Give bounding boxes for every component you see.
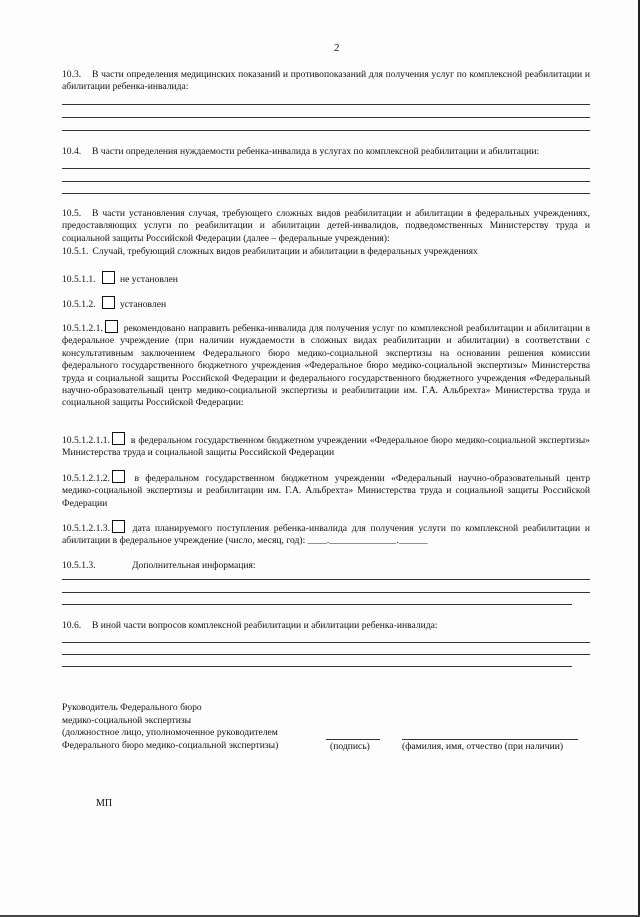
checkbox-albrecht-center[interactable]: [112, 470, 125, 483]
section-number: 10.5.1.2.: [62, 299, 96, 310]
section-number: 10.6.: [62, 620, 82, 631]
section-10-5-1-2-1: [62, 320, 590, 410]
section-text: В иной части вопросов комплексной реабилитации и абилитации ребенка-инвалида:: [92, 620, 438, 631]
section-10-5-1-2-1-2: [62, 470, 590, 510]
checkbox-federal-bureau[interactable]: [112, 432, 125, 445]
option-label: установлен: [119, 299, 167, 310]
section-text: В части установления случая, требующего сложных видов реабилитации и абилитации в федеральных учреждениях, предоставляющих услуги по реабилитации и абилитации детей-инвалидов, подведомственных Министерству труда и социальной защиты Российской Федерации (далее – федеральные учреждения):: [62, 208, 590, 244]
signatory-title-line2: медико-социальной экспертизы: [62, 714, 192, 726]
section-text: В части определения медицинских показаний и противопоказаний для получения услуг по комплексной реабилитации и абилитации ребенка-инвалида:: [62, 69, 590, 93]
section-text: дата планируемого поступления ребенка-инвалида для получения услуги по комплексной реабилитации и абилитации в федеральное учреждение (число, месяц, год): ____.______________.______: [62, 523, 590, 547]
answer-line[interactable]: [62, 666, 572, 667]
section-number: 10.4.: [62, 146, 82, 157]
section-number: 10.5.1.2.1.: [62, 323, 103, 334]
section-number: 10.5.1.3.: [62, 560, 96, 571]
answer-line[interactable]: [62, 181, 590, 182]
section-10-5-1: [62, 246, 590, 258]
section-number: 10.5.1.2.1.3.: [62, 523, 110, 534]
section-10-4: [62, 146, 590, 158]
answer-line[interactable]: [62, 654, 590, 655]
section-text: в федеральном государственном бюджетном учреждении «Федеральный научно-образовательный центр медико-социальной экспертизы и реабилитации им. Г.А. Альбрехта» Министерства труда и социальной защиты Российской Федерации: [62, 473, 590, 509]
signatory-title-line1: Руководитель Федерального бюро: [62, 702, 202, 713]
full-name-caption: (фамилия, имя, отчество (при наличии): [402, 741, 564, 752]
section-number: 10.5.1.2.1.2.: [62, 473, 110, 484]
section-number: 10.5.1.: [62, 246, 89, 257]
section-text: Дополнительная информация:: [132, 560, 256, 571]
section-number: 10.5.1.2.1.1.: [62, 435, 110, 446]
signature-line[interactable]: [326, 739, 380, 740]
answer-line[interactable]: [62, 592, 590, 593]
answer-line[interactable]: [62, 642, 590, 643]
page-number: 2: [334, 42, 340, 54]
section-text: В части определения нуждаемости ребенка-инвалида в услугах по комплексной реабилитации и абилитации:: [92, 146, 540, 157]
section-10-5-1-2-1-1: [62, 432, 590, 460]
checkbox-recommended-federal[interactable]: [105, 320, 118, 333]
checkbox-established[interactable]: [102, 296, 115, 309]
section-text: в федеральном государственном бюджетном учреждении «Федеральное бюро медико-социальной экспертизы» Министерства труда и социальной защиты Российской Федерации: [62, 435, 590, 459]
signature-caption: (подпись): [330, 741, 370, 752]
section-10-5-1-3: [62, 560, 590, 572]
section-number: 10.3.: [62, 69, 82, 80]
signature-block: [62, 702, 278, 752]
option-label: не установлен: [119, 274, 178, 285]
section-10-5-1-1: [62, 271, 590, 286]
section-text: рекомендовано направить ребенка-инвалида для получения услуг по комплексной реабилитации и абилитации в федеральное учреждение (при наличии нуждаемости в сложных видах реабилитации и абилитации) в соответствии с консультативным заключением Федерального бюро медико-социальной экспертизы на основании решения комиссии федерального государственного бюджетного учреждения «Федеральное бюро медико-социальной экспертизы» Министерства труда и социальной защиты Российской Федерации и федерального государственного бюджетного учреждения «Федеральный научно-образовательный центр медико-социальной экспертизы и реабилитации им. Г.А. Альбрехта» Министерства труда и социальной защиты Российской Федерации:: [62, 323, 590, 409]
section-number: 10.5.: [62, 208, 82, 219]
signatory-title-line3: (должностное лицо, уполномоченное руководителем: [62, 727, 278, 739]
checkbox-not-established[interactable]: [102, 271, 115, 284]
signatory-title-line4: Федерального бюро медико-социальной экспертизы): [62, 739, 279, 751]
answer-line[interactable]: [62, 193, 590, 194]
section-10-5-1-2-1-3: [62, 520, 590, 548]
section-10-5: [62, 208, 590, 245]
answer-line[interactable]: [62, 104, 590, 105]
answer-line[interactable]: [62, 168, 590, 169]
section-10-5-1-2: [62, 296, 590, 311]
section-number: 10.5.1.1.: [62, 274, 96, 285]
stamp-place-label: МП: [96, 798, 113, 809]
full-name-line[interactable]: [402, 739, 578, 740]
section-text: Случай, требующий сложных видов реабилитации и абилитации в федеральных учреждениях: [92, 246, 478, 257]
answer-line[interactable]: [62, 117, 590, 118]
answer-line[interactable]: [62, 130, 590, 131]
answer-line[interactable]: [62, 579, 590, 580]
section-10-3: [62, 69, 590, 94]
section-10-6: [62, 620, 590, 632]
checkbox-admission-date[interactable]: [112, 520, 125, 533]
answer-line[interactable]: [62, 604, 572, 605]
